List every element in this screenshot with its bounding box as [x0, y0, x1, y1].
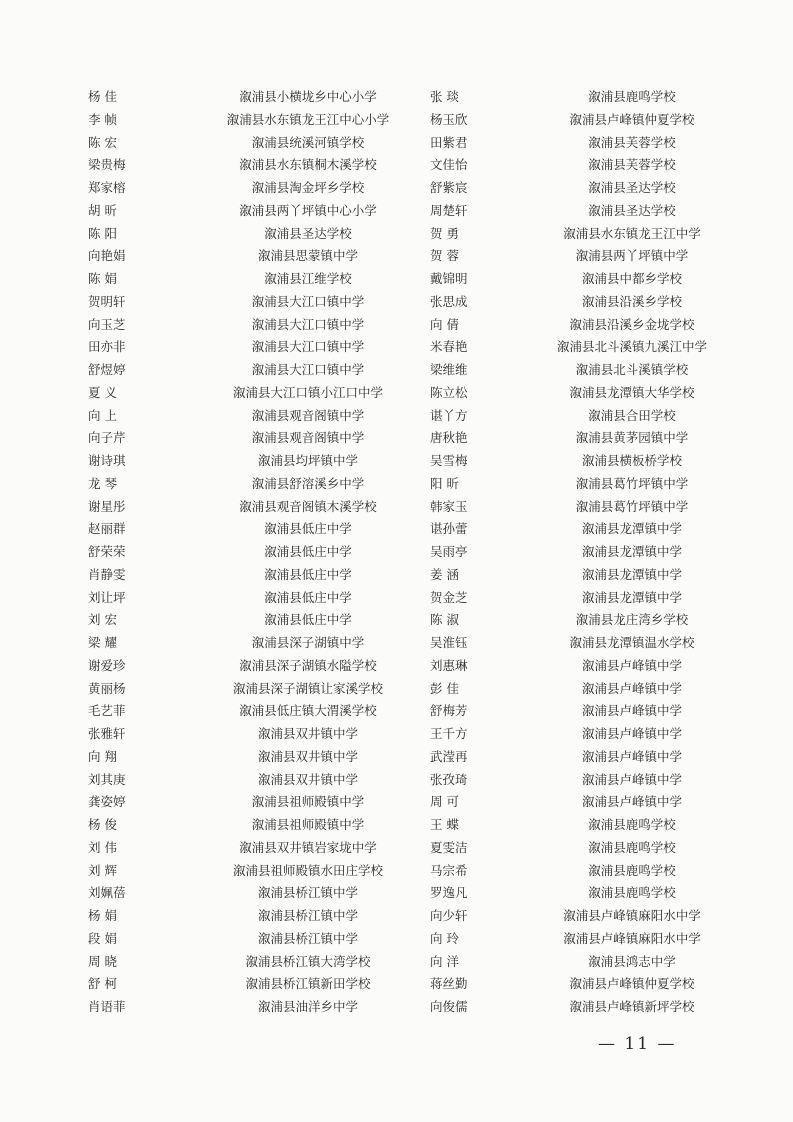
right-name-cell: 王千方: [430, 726, 468, 741]
right-name-cell: 蒋丝勤: [430, 976, 468, 992]
left-name-cell: 肖语菲: [88, 999, 126, 1014]
table-row: [88, 223, 742, 246]
right-school-cell: 溆浦县龙潭镇中学: [581, 589, 682, 605]
left-name-cell: 谢爱珍: [88, 657, 126, 673]
column-gap: [418, 496, 430, 519]
left-school-cell: 溆浦县祖师殿镇中学: [251, 817, 365, 832]
right-school-cell: 溆浦县葛竹坪镇中学: [575, 498, 689, 514]
right-school-cell: 溆浦县鹿鸣学校: [588, 839, 676, 855]
right-school-cell: 溆浦县卢峰镇麻阳水中学: [563, 930, 701, 946]
table-row: [88, 791, 742, 814]
left-school-cell: 溆浦县桥江镇中学: [257, 930, 358, 946]
column-gap: [418, 336, 430, 359]
column-gap: [418, 951, 430, 974]
table-row: [88, 746, 742, 769]
right-name-cell: 贺 勇: [430, 225, 459, 241]
column-gap: [418, 541, 430, 564]
right-school-cell: 溆浦县卢峰镇新坪学校: [569, 999, 695, 1014]
left-name-cell: 刘 辉: [88, 862, 117, 878]
left-name-cell: 舒 柯: [88, 976, 117, 992]
left-school-cell: 溆浦县低庄中学: [264, 566, 352, 582]
right-school-cell: 溆浦县鸿志中学: [588, 953, 676, 969]
left-name-cell: 陈 宏: [88, 134, 117, 150]
left-school-cell: 溆浦县桥江镇大湾学校: [245, 953, 371, 969]
left-school-cell: 溆浦县水东镇龙王江中心小学: [226, 111, 390, 127]
left-school-cell: 溆浦县油洋乡中学: [257, 999, 358, 1014]
right-school-cell: 溆浦县卢峰镇中学: [581, 771, 682, 787]
left-school-cell: 溆浦县双井镇中学: [257, 771, 358, 787]
column-gap: [418, 314, 430, 337]
column-gap: [418, 632, 430, 655]
left-name-cell: 周 晓: [88, 953, 117, 969]
left-school-cell: 溆浦县小横垅乡中心小学: [239, 89, 377, 104]
right-name-cell: 向 倩: [430, 316, 459, 332]
right-school-cell: 溆浦县卢峰镇中学: [581, 703, 682, 719]
column-gap: [418, 700, 430, 723]
left-name-cell: 向 上: [88, 407, 117, 423]
left-name-cell: 龙 琴: [88, 475, 117, 491]
left-name-cell: 田亦非: [88, 339, 126, 355]
left-name-cell: 谢诗琪: [88, 453, 126, 468]
left-school-cell: 溆浦县祖师殿镇中学: [251, 794, 365, 810]
left-school-cell: 溆浦县舒溶溪乡中学: [251, 475, 365, 491]
right-school-cell: 溆浦县鹿鸣学校: [588, 817, 676, 832]
right-school-cell: 溆浦县北斗溪镇学校: [575, 362, 689, 377]
left-school-cell: 溆浦县低庄镇大渭溪学校: [239, 703, 377, 719]
column-gap: [418, 678, 430, 701]
right-school-cell: 溆浦县卢峰镇中学: [581, 794, 682, 810]
left-name-cell: 黄丽杨: [88, 680, 126, 696]
column-gap: [418, 109, 430, 132]
left-school-cell: 溆浦县桥江镇中学: [257, 885, 358, 901]
left-name-cell: 向 翔: [88, 748, 117, 764]
right-school-cell: 溆浦县葛竹坪镇中学: [575, 475, 689, 491]
table-row: [88, 951, 742, 974]
right-name-cell: 陈 淑: [430, 612, 459, 628]
right-name-cell: 韩家玉: [430, 498, 468, 514]
roster-table: [88, 86, 742, 1019]
right-school-cell: 溆浦县圣达学校: [588, 180, 676, 195]
left-school-cell: 溆浦县低庄中学: [264, 544, 352, 559]
table-row: [88, 200, 742, 223]
column-gap: [418, 655, 430, 678]
left-name-cell: 向子芹: [88, 430, 126, 446]
right-name-cell: 周 可: [430, 794, 459, 810]
table-row: [88, 314, 742, 337]
column-gap: [418, 473, 430, 496]
right-school-cell: 溆浦县横板桥学校: [581, 453, 682, 468]
roster-body: [88, 86, 742, 1019]
right-name-cell: 罗逸凡: [430, 885, 468, 901]
table-row: [88, 882, 742, 905]
left-name-cell: 李 帧: [88, 111, 117, 127]
left-name-cell: 向艳娟: [88, 248, 126, 264]
table-row: [88, 587, 742, 610]
column-gap: [418, 382, 430, 405]
column-gap: [418, 791, 430, 814]
right-name-cell: 米春艳: [430, 339, 468, 355]
table-row: [88, 837, 742, 860]
left-name-cell: 胡 昕: [88, 202, 117, 218]
table-row: [88, 700, 742, 723]
right-name-cell: 田紫君: [430, 134, 468, 150]
right-school-cell: 溆浦县龙庄湾乡学校: [575, 612, 689, 628]
right-name-cell: 贺 蓉: [430, 248, 459, 264]
left-name-cell: 郑家榕: [88, 180, 126, 195]
right-name-cell: 夏雯洁: [430, 839, 468, 855]
left-school-cell: 溆浦县祖师殿镇水田庄学校: [232, 862, 383, 878]
table-row: [88, 86, 742, 109]
table-row: [88, 177, 742, 200]
left-school-cell: 溆浦县低庄中学: [264, 612, 352, 628]
column-gap: [418, 746, 430, 769]
column-gap: [418, 268, 430, 291]
table-row: [88, 336, 742, 359]
left-name-cell: 刘 伟: [88, 839, 117, 855]
right-school-cell: 溆浦县卢峰镇中学: [581, 726, 682, 741]
left-school-cell: 溆浦县深子湖镇水隘学校: [239, 657, 377, 673]
right-name-cell: 周楚轩: [430, 202, 468, 218]
left-school-cell: 溆浦县大江口镇中学: [251, 339, 365, 355]
column-gap: [418, 405, 430, 428]
column-gap: [418, 973, 430, 996]
column-gap: [418, 177, 430, 200]
left-name-cell: 谢星彤: [88, 498, 126, 514]
column-gap: [418, 291, 430, 314]
right-school-cell: 溆浦县水东镇龙王江中学: [563, 225, 701, 241]
left-school-cell: 溆浦县观音阁镇中学: [251, 430, 365, 446]
table-row: [88, 473, 742, 496]
table-row: [88, 973, 742, 996]
left-name-cell: 杨 娟: [88, 908, 117, 923]
left-name-cell: 刘让坪: [88, 589, 126, 605]
table-row: [88, 609, 742, 632]
right-school-cell: 溆浦县鹿鸣学校: [588, 89, 676, 104]
table-row: [88, 291, 742, 314]
column-gap: [418, 609, 430, 632]
right-name-cell: 阳 昕: [430, 475, 459, 491]
right-school-cell: 溆浦县北斗溪镇九溪江中学: [556, 339, 707, 355]
left-school-cell: 溆浦县淘金坪乡学校: [251, 180, 365, 195]
left-school-cell: 溆浦县深子湖镇让家溪学校: [232, 680, 383, 696]
left-name-cell: 陈 娟: [88, 271, 117, 286]
left-name-cell: 夏 义: [88, 384, 117, 400]
left-school-cell: 溆浦县观音阁镇木溪学校: [239, 498, 377, 514]
right-school-cell: 溆浦县卢峰镇麻阳水中学: [563, 908, 701, 923]
right-name-cell: 彭 佳: [430, 680, 459, 696]
left-school-cell: 溆浦县大江口镇小江口中学: [232, 384, 383, 400]
right-name-cell: 向俊儒: [430, 999, 468, 1014]
left-name-cell: 杨 佳: [88, 89, 117, 104]
left-school-cell: 溆浦县两丫坪镇中心小学: [239, 202, 377, 218]
right-school-cell: 溆浦县黄茅园镇中学: [575, 430, 689, 446]
table-row: [88, 518, 742, 541]
table-row: [88, 405, 742, 428]
left-school-cell: 溆浦县双井镇中学: [257, 748, 358, 764]
left-name-cell: 毛艺菲: [88, 703, 126, 719]
column-gap: [418, 882, 430, 905]
right-name-cell: 姜 涵: [430, 566, 459, 582]
right-school-cell: 溆浦县圣达学校: [588, 202, 676, 218]
table-row: [88, 154, 742, 177]
left-name-cell: 刘姵蓓: [88, 885, 126, 901]
table-row: [88, 359, 742, 382]
right-school-cell: 溆浦县合田学校: [588, 407, 676, 423]
left-name-cell: 梁贵梅: [88, 157, 126, 173]
table-row: [88, 564, 742, 587]
column-gap: [418, 450, 430, 473]
column-gap: [418, 723, 430, 746]
right-school-cell: 溆浦县龙潭镇中学: [581, 566, 682, 582]
column-gap: [418, 860, 430, 883]
left-school-cell: 溆浦县观音阁镇中学: [251, 407, 365, 423]
right-school-cell: 溆浦县沿溪乡金垅学校: [569, 316, 695, 332]
table-row: [88, 996, 742, 1019]
right-name-cell: 武滢再: [430, 748, 468, 764]
left-school-cell: 溆浦县大江口镇中学: [251, 293, 365, 309]
right-school-cell: 溆浦县卢峰镇仲夏学校: [569, 976, 695, 992]
column-gap: [418, 86, 430, 109]
column-gap: [418, 837, 430, 860]
right-name-cell: 马宗希: [430, 862, 468, 878]
right-name-cell: 吴雨亭: [430, 544, 468, 559]
column-gap: [418, 518, 430, 541]
table-row: [88, 427, 742, 450]
right-name-cell: 梁维维: [430, 362, 468, 377]
right-school-cell: 溆浦县鹿鸣学校: [588, 885, 676, 901]
left-school-cell: 溆浦县双井镇岩家垅中学: [239, 839, 377, 855]
left-name-cell: 龚姿婷: [88, 794, 126, 810]
left-school-cell: 溆浦县低庄中学: [264, 521, 352, 537]
left-school-cell: 溆浦县桥江镇新田学校: [245, 976, 371, 992]
column-gap: [418, 587, 430, 610]
left-name-cell: 梁 耀: [88, 635, 117, 650]
right-school-cell: 溆浦县龙潭镇中学: [581, 544, 682, 559]
left-name-cell: 陈 阳: [88, 225, 117, 241]
column-gap: [418, 427, 430, 450]
right-name-cell: 唐秋艳: [430, 430, 468, 446]
right-school-cell: 溆浦县卢峰镇中学: [581, 680, 682, 696]
right-school-cell: 溆浦县芙蓉学校: [588, 134, 676, 150]
left-school-cell: 溆浦县大江口镇中学: [251, 316, 365, 332]
table-row: [88, 450, 742, 473]
right-name-cell: 文佳怡: [430, 157, 468, 173]
right-name-cell: 向 玲: [430, 930, 459, 946]
left-school-cell: 溆浦县统溪河镇学校: [251, 134, 365, 150]
right-name-cell: 陈立松: [430, 384, 468, 400]
right-name-cell: 吴淮钰: [430, 635, 468, 650]
table-row: [88, 905, 742, 928]
left-name-cell: 刘其庚: [88, 771, 126, 787]
table-row: [88, 132, 742, 155]
right-school-cell: 溆浦县卢峰镇仲夏学校: [569, 111, 695, 127]
left-name-cell: 向玉芝: [88, 316, 126, 332]
left-name-cell: 刘 宏: [88, 612, 117, 628]
right-school-cell: 溆浦县龙潭镇中学: [581, 521, 682, 537]
right-name-cell: 戴锦明: [430, 271, 468, 286]
left-school-cell: 溆浦县大江口镇中学: [251, 362, 365, 377]
column-gap: [418, 359, 430, 382]
right-name-cell: 张孜琦: [430, 771, 468, 787]
left-school-cell: 溆浦县水东镇桐木溪学校: [239, 157, 377, 173]
table-row: [88, 109, 742, 132]
table-row: [88, 632, 742, 655]
right-school-cell: 溆浦县沿溪乡学校: [581, 293, 682, 309]
left-school-cell: 溆浦县双井镇中学: [257, 726, 358, 741]
left-school-cell: 溆浦县江维学校: [264, 271, 352, 286]
left-school-cell: 溆浦县低庄中学: [264, 589, 352, 605]
left-name-cell: 肖静雯: [88, 566, 126, 582]
right-name-cell: 谌孙蕾: [430, 521, 468, 537]
left-name-cell: 赵丽群: [88, 521, 126, 537]
right-name-cell: 谌丫方: [430, 407, 468, 423]
right-school-cell: 溆浦县两丫坪镇中学: [575, 248, 689, 264]
left-school-cell: 溆浦县深子湖镇中学: [251, 635, 365, 650]
table-row: [88, 268, 742, 291]
column-gap: [418, 905, 430, 928]
column-gap: [418, 769, 430, 792]
table-row: [88, 814, 742, 837]
table-row: [88, 928, 742, 951]
right-name-cell: 向 洋: [430, 953, 459, 969]
right-school-cell: 溆浦县中都乡学校: [581, 271, 682, 286]
right-name-cell: 王 蝶: [430, 817, 459, 832]
column-gap: [418, 223, 430, 246]
table-row: [88, 496, 742, 519]
column-gap: [418, 200, 430, 223]
left-school-cell: 溆浦县均坪镇中学: [257, 453, 358, 468]
right-name-cell: 吴雪梅: [430, 453, 468, 468]
right-name-cell: 张思成: [430, 293, 468, 309]
right-name-cell: 刘惠琳: [430, 657, 468, 673]
left-name-cell: 杨 俊: [88, 817, 117, 832]
left-name-cell: 舒煜婷: [88, 362, 126, 377]
column-gap: [418, 814, 430, 837]
left-name-cell: 段 娟: [88, 930, 117, 946]
left-school-cell: 溆浦县桥江镇中学: [257, 908, 358, 923]
table-row: [88, 860, 742, 883]
table-row: [88, 769, 742, 792]
table-row: [88, 655, 742, 678]
column-gap: [418, 564, 430, 587]
column-gap: [418, 132, 430, 155]
column-gap: [418, 928, 430, 951]
column-gap: [418, 996, 430, 1019]
right-name-cell: 舒紫宸: [430, 180, 468, 195]
right-name-cell: 向少轩: [430, 908, 468, 923]
left-school-cell: 溆浦县圣达学校: [264, 225, 352, 241]
table-row: [88, 723, 742, 746]
right-school-cell: 溆浦县龙潭镇温水学校: [569, 635, 695, 650]
right-name-cell: 贺金芝: [430, 589, 468, 605]
right-school-cell: 溆浦县芙蓉学校: [588, 157, 676, 173]
table-row: [88, 678, 742, 701]
right-name-cell: 舒梅芳: [430, 703, 468, 719]
column-gap: [418, 245, 430, 268]
right-school-cell: 溆浦县龙潭镇大华学校: [569, 384, 695, 400]
table-row: [88, 541, 742, 564]
column-gap: [418, 154, 430, 177]
right-school-cell: 溆浦县鹿鸣学校: [588, 862, 676, 878]
right-name-cell: 张 琰: [430, 89, 459, 104]
right-name-cell: 杨玉欣: [430, 111, 468, 127]
left-school-cell: 溆浦县思蒙镇中学: [257, 248, 358, 264]
table-row: [88, 382, 742, 405]
left-name-cell: 张雅轩: [88, 726, 126, 741]
left-name-cell: 贺明轩: [88, 293, 126, 309]
page-number: — 11 —: [598, 1034, 677, 1054]
left-name-cell: 舒荣荣: [88, 544, 126, 559]
table-row: [88, 245, 742, 268]
right-school-cell: 溆浦县卢峰镇中学: [581, 748, 682, 764]
right-school-cell: 溆浦县卢峰镇中学: [581, 657, 682, 673]
